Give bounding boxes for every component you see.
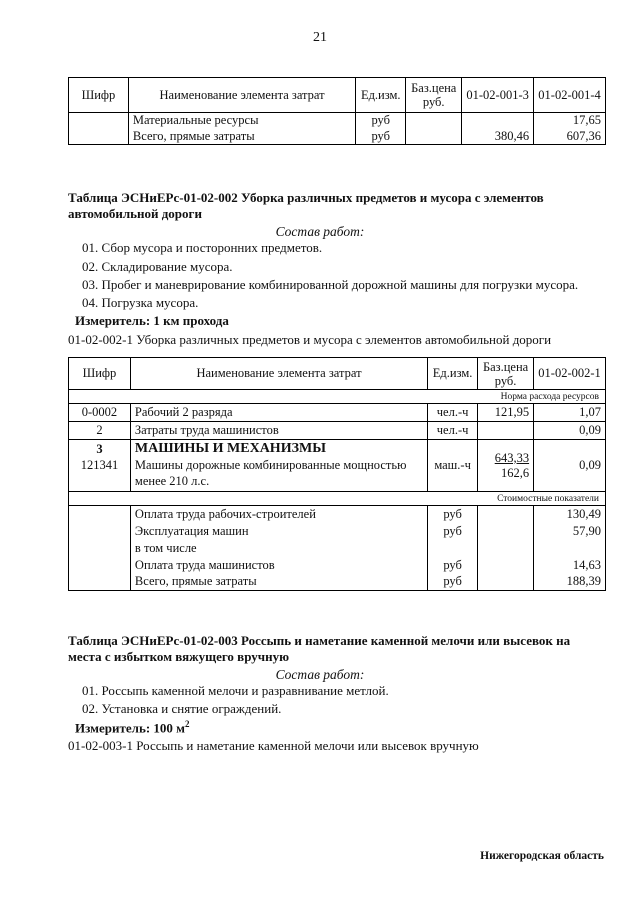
table-row: 0-0002 Рабочий 2 разряда чел.-ч 121,95 1,07 <box>69 404 606 422</box>
measure-unit: Измеритель: 1 км прохода <box>75 313 229 328</box>
work-item: 01. Россыпь каменной мелочи и разравнивание метлой. <box>82 683 389 698</box>
work-item: 04. Погрузка мусора. <box>82 295 199 310</box>
table-row: Оплата труда машинистов руб 14,63 <box>69 557 606 574</box>
composition-title: Состав работ: <box>275 224 365 239</box>
cost-label: Стоимостные показатели <box>69 492 606 506</box>
table-row: 2 Затраты труда машинистов чел.-ч 0,09 <box>69 422 606 440</box>
header-name: Наименование элемента затрат <box>128 78 355 113</box>
composition-title: Состав работ: <box>275 667 365 682</box>
work-item: 01. Сбор мусора и посторонних предметов. <box>82 240 323 255</box>
table-row: Оплата труда рабочих-строителей руб 130,49 <box>69 506 606 523</box>
table-row: в том числе <box>69 540 606 557</box>
footer-region: Нижегородская область <box>480 850 604 862</box>
table-row-machines: 3 121341 МАШИНЫ И МЕХАНИЗМЫ Машины дорожные комбинированные мощностью менее 210 л.с. маш.-ч 643,33 162,6 0,09 <box>69 440 606 492</box>
section-title: Таблица ЭСНиЕРс-01-02-002 Уборка различных предметов и мусора с элементов автомобильной дороги <box>68 190 544 221</box>
table-row: Всего, прямые затраты руб 188,39 <box>69 574 606 591</box>
table-resources <box>68 357 606 591</box>
table-row: Всего, прямые затраты руб 380,46 607,36 <box>69 129 606 145</box>
table-continuation <box>68 77 606 145</box>
table-row: Материальные ресурсы руб 17,65 <box>69 113 606 129</box>
header-col2: 01-02-001-4 <box>534 78 606 113</box>
table-header-row <box>69 78 606 113</box>
work-item: 02. Складирование мусора. <box>82 259 233 274</box>
header-price: Баз.цена руб. <box>406 78 462 113</box>
header-col1: 01-02-001-3 <box>462 78 534 113</box>
table-row: Эксплуатация машин руб 57,90 <box>69 523 606 540</box>
code-line: 01-02-003-1 Россыпь и наметание каменной мелочи или высевок вручную <box>68 738 479 753</box>
work-item: 03. Пробег и маневрирование комбинированной дорожной машины для погрузки мусора. <box>82 277 579 292</box>
header-unit: Ед.изм. <box>356 78 406 113</box>
table-header-row: Шифр Наименование элемента затрат Ед.изм. Баз.цена руб. 01-02-002-1 <box>69 358 606 390</box>
page-number: 21 <box>313 30 327 45</box>
measure-unit: Измеритель: 100 $м^2$ <box>75 719 190 736</box>
section-title: Таблица ЭСНиЕРс-01-02-003 Россыпь и наметание каменной мелочи или высевок на места с избытком вяжущего вручную <box>68 633 571 664</box>
header-code: Шифр <box>69 78 129 113</box>
code-line: 01-02-002-1 Уборка различных предметов и мусора с элементов автомобильной дороги <box>68 332 552 347</box>
norm-label: Норма расхода ресурсов <box>69 390 606 404</box>
work-item: 02. Установка и снятие ограждений. <box>82 701 282 716</box>
